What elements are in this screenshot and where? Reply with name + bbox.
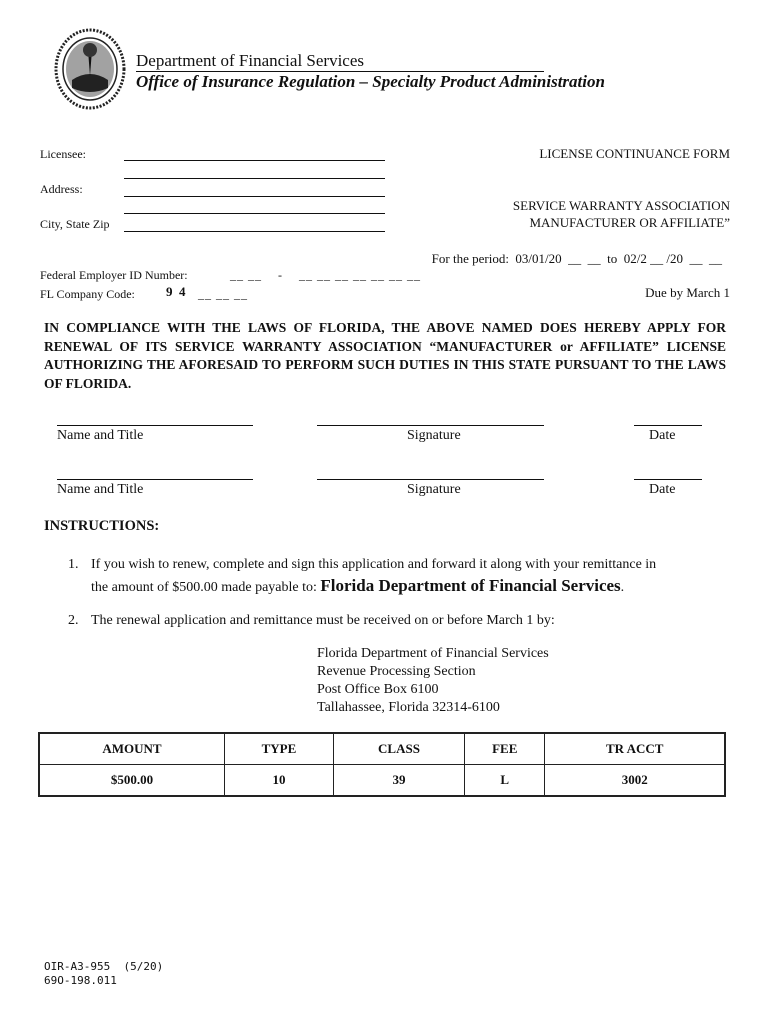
form-type-line2: MANUFACTURER OR AFFILIATE”	[529, 215, 730, 230]
fein-label: Federal Employer ID Number:	[40, 268, 188, 282]
cell-fee: L	[465, 765, 545, 797]
form-number: OIR-A3-955 (5/20)	[44, 960, 164, 973]
name-title-line-2[interactable]	[57, 478, 253, 480]
instruction-1-line2: the amount of $500.00 made payable to:	[91, 580, 321, 595]
address-line-3: Post Office Box 6100	[317, 682, 439, 697]
signature-line-1[interactable]	[317, 424, 544, 426]
licensee-label: Licensee:	[40, 147, 86, 161]
fein-field[interactable]: __ __ - __ __ __ __ __ __ __	[230, 268, 421, 282]
cell-amount: $500.00	[39, 765, 224, 797]
header-tr-acct: TR ACCT	[545, 733, 725, 765]
header-fee: FEE	[465, 733, 545, 765]
instruction-1-number: 1.	[68, 557, 79, 572]
instruction-2-number: 2.	[68, 613, 79, 628]
company-code-field[interactable]: __ __ __	[198, 287, 248, 301]
fee-table-header-row	[39, 733, 725, 765]
instruction-1	[91, 555, 731, 598]
header-class: CLASS	[333, 733, 464, 765]
date-label-1: Date	[649, 428, 676, 443]
fee-table	[38, 732, 726, 797]
address-field[interactable]	[124, 196, 385, 197]
mailing-address	[317, 645, 549, 717]
date-label-2: Date	[649, 482, 676, 497]
city-state-zip-field[interactable]	[124, 231, 385, 232]
cell-tr-acct: 3002	[545, 765, 725, 797]
instruction-2: The renewal application and remittance must be received on or before March 1 by:	[91, 613, 555, 628]
florida-seal-logo	[54, 28, 126, 110]
licensee-field-2[interactable]	[124, 178, 385, 179]
company-code-prefix: 9 4	[166, 284, 186, 299]
compliance-statement: IN COMPLIANCE WITH THE LAWS OF FLORIDA, THE ABOVE NAMED DOES HEREBY APPLY FOR RENEWAL OF ITS SERVICE WARRANTY ASSOCIATION “MANUFACTURER or AFFILIATE” LICENSE AUTHORIZING THE AFORESAID TO PERFORM SUCH DUTIES IN THIS STATE PURSUANT TO THE LAWS OF FLORIDA.	[44, 320, 726, 391]
payee-name: Florida Department of Financial Services	[320, 576, 621, 595]
signature-label-1: Signature	[407, 428, 461, 443]
name-title-line-1[interactable]	[57, 424, 253, 426]
address-field-2[interactable]	[124, 213, 385, 214]
instruction-1-end: .	[620, 580, 625, 595]
instruction-1-line1: If you wish to renew, complete and sign this application and forward it along with your remittance in	[91, 557, 657, 572]
fee-table-row	[39, 765, 725, 797]
licensee-field[interactable]	[124, 160, 385, 161]
address-line-4: Tallahassee, Florida 32314-6100	[317, 700, 500, 715]
date-line-2[interactable]	[634, 478, 702, 480]
address-line-2: Revenue Processing Section	[317, 664, 476, 679]
period-line[interactable]: For the period: 03/01/20 __ __ to 02/2 __ /20 __ __	[431, 251, 722, 266]
office-title: Office of Insurance Regulation – Specialty Product Administration	[136, 72, 605, 91]
form-type-line1: SERVICE WARRANTY ASSOCIATION	[512, 198, 730, 213]
due-date: Due by March 1	[645, 285, 730, 300]
name-title-label-1: Name and Title	[57, 428, 144, 443]
cell-class: 39	[333, 765, 464, 797]
signature-label-2: Signature	[407, 482, 461, 497]
department-title: Department of Financial Services	[136, 52, 544, 72]
date-line-1[interactable]	[634, 424, 702, 426]
rule-number: 69O-198.011	[44, 974, 117, 987]
instructions-heading: INSTRUCTIONS:	[44, 518, 160, 534]
address-line-1: Florida Department of Financial Services	[317, 646, 549, 661]
header-amount: AMOUNT	[39, 733, 224, 765]
address-label: Address:	[40, 182, 83, 196]
form-footer	[44, 960, 163, 988]
company-code-label: FL Company Code:	[40, 287, 135, 301]
name-title-label-2: Name and Title	[57, 482, 144, 497]
form-title: LICENSE CONTINUANCE FORM	[539, 146, 730, 161]
cell-type: 10	[224, 765, 333, 797]
city-state-zip-label: City, State Zip	[40, 217, 110, 231]
header-type: TYPE	[224, 733, 333, 765]
signature-line-2[interactable]	[317, 478, 544, 480]
